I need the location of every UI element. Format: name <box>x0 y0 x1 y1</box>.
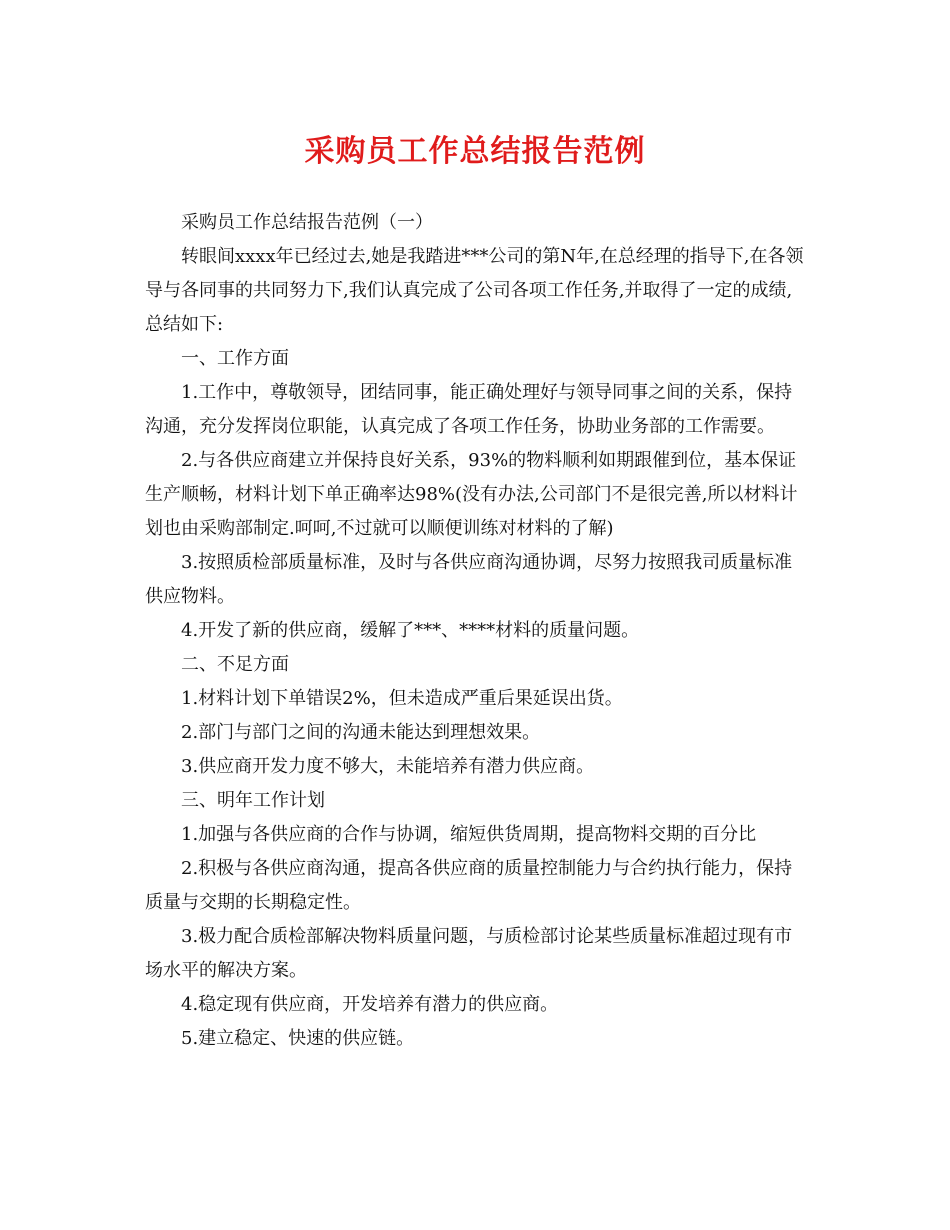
paragraph-work-3: 3.按照质检部质量标准，及时与各供应商沟通协调，尽努力按照我司质量标准供应物料。 <box>145 552 793 607</box>
paragraph-work-1: 1.工作中，尊敬领导，团结同事，能正确处理好与领导同事之间的关系，保持沟通，充分发挥岗位职能，认真完成了各项工作任务，协助业务部的工作需要。 <box>145 382 793 437</box>
section-heading-plan: 三、明年工作计划 <box>181 790 325 811</box>
paragraph-plan-4: 4.稳定现有供应商，开发培养有潜力的供应商。 <box>181 994 559 1015</box>
paragraph-plan-1: 1.加强与各供应商的合作与协调，缩短供货周期，提高物料交期的百分比 <box>181 824 757 845</box>
section-heading-work: 一、工作方面 <box>181 348 289 369</box>
paragraph-work-2: 2.与各供应商建立并保持良好关系，93%的物料顺利如期跟催到位，基本保证生产顺畅，材料计划下单正确率达98%(没有办法,公司部门不是很完善,所以材料计划也由采购部制定.呵呵,不过就可以顺便训练对材料的了解) <box>145 450 798 539</box>
section-heading-shortcomings: 二、不足方面 <box>181 654 289 675</box>
paragraph-shortcoming-2: 2.部门与部门之间的沟通未能达到理想效果。 <box>181 722 541 743</box>
document-body <box>145 206 805 1056</box>
document-title: 采购员工作总结报告范例 <box>304 134 646 169</box>
paragraph-plan-5: 5.建立稳定、快速的供应链。 <box>181 1028 415 1049</box>
paragraph-subtitle: 采购员工作总结报告范例（一） <box>181 212 433 233</box>
paragraph-plan-2: 2.积极与各供应商沟通，提高各供应商的质量控制能力与合约执行能力，保持质量与交期的长期稳定性。 <box>145 858 793 913</box>
paragraph-shortcoming-3: 3.供应商开发力度不够大，未能培养有潜力供应商。 <box>181 756 595 777</box>
paragraph-shortcoming-1: 1.材料计划下单错误2%，但未造成严重后果延误出货。 <box>181 688 623 709</box>
paragraph-plan-3: 3.极力配合质检部解决物料质量问题，与质检部讨论某些质量标准超过现有市场水平的解决方案。 <box>145 926 793 981</box>
paragraph-intro: 转眼间xxxx年已经过去,她是我踏进***公司的第N年,在总经理的指导下,在各领导与各同事的共同努力下,我们认真完成了公司各项工作任务,并取得了一定的成绩,总结如下: <box>145 246 804 335</box>
paragraph-work-4: 4.开发了新的供应商，缓解了***、****材料的质量问题。 <box>181 620 640 641</box>
